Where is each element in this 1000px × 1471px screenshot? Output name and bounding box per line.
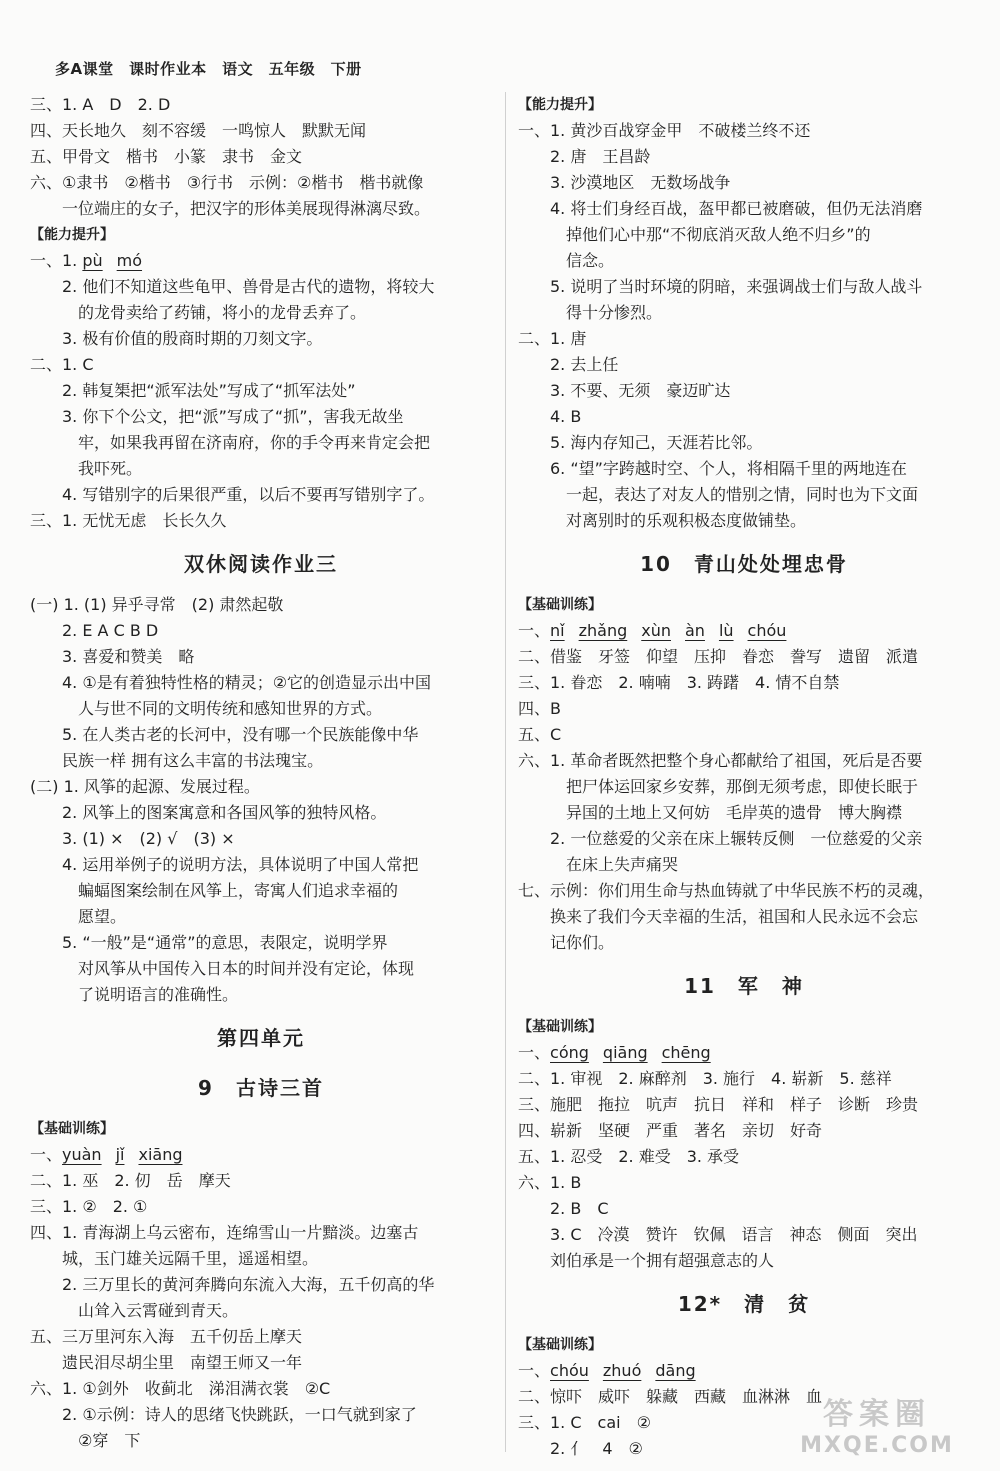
answer-line: 蝙蝠图案绘制在风筝上，寄寓人们追求幸福的	[30, 881, 399, 900]
answer-line: 2. B C	[518, 1199, 609, 1218]
answer-line: 3. 沙漠地区 无数场战争	[518, 173, 731, 192]
answer-number: 一、	[518, 1361, 551, 1380]
answer-line: 二、1. 审视 2. 麻醉剂 3. 施行 4. 崭新 5. 慈祥	[518, 1069, 892, 1088]
answer-line: 三、施肥 拖拉 吭声 抗日 祥和 样子 诊断 珍贵	[518, 1095, 919, 1114]
answer-line: 5. 在人类古老的长河中，没有哪一个民族能像中华	[30, 725, 419, 744]
answer-line: 一起，表达了对友人的惜别之情，同时也为下文面	[518, 485, 919, 504]
answer-line: 4. ①是有着独特性格的精灵；②它的创造显示出中国	[30, 673, 432, 692]
answer-line: 七、示例：你们用生命与热血铸就了中华民族不朽的灵魂，	[518, 881, 935, 900]
section-label: 【基础训练】	[518, 1337, 602, 1353]
answer-line: 3. 喜爱和赞美 略	[30, 647, 195, 666]
answer-line: 三、1. C cai ②	[518, 1413, 651, 1432]
pinyin-answer: xùn	[641, 621, 671, 640]
answer-line: 四、1. 青海湖上乌云密布，连绵雪山一片黯淡。边塞古	[30, 1223, 419, 1242]
answer-line: 了说明语言的准确性。	[30, 985, 239, 1004]
pinyin-answer: dāng	[655, 1361, 696, 1380]
answer-line: 掉他们心中那“不彻底消灭敌人绝不归乡”的	[518, 225, 871, 244]
answer-line: 5. 说明了当时环境的阴暗，来强调战士们与敌人战斗	[518, 277, 923, 296]
answer-line: 2. 去上任	[518, 355, 619, 374]
answer-line: 2. ①示例：诗人的思绪飞快跳跃，一口气就到家了	[30, 1405, 417, 1424]
answer-line: 我吓死。	[30, 459, 143, 478]
pinyin-answer-line	[518, 1040, 970, 1066]
answer-line: 4. 将士们身经百战，盔甲都已被磨破，但仍无法消磨	[518, 199, 923, 218]
pinyin-answer: chēng	[661, 1043, 711, 1062]
answer-line: 刘伯承是一个拥有超强意志的人	[518, 1251, 775, 1270]
pinyin-answer-line	[518, 618, 970, 644]
section-label: 【基础训练】	[518, 597, 602, 613]
answer-line: 3. (1) × (2) √ (3) ×	[30, 829, 235, 848]
answer-line: 换来了我们今天幸福的生活，祖国和人民永远不会忘	[518, 907, 919, 926]
pinyin-answer: àn	[685, 621, 705, 640]
answer-line: (一) 1. (1) 异乎寻常 (2) 肃然起敬	[30, 595, 284, 614]
answer-line: 五、三万里河东入海 五千仞岳上摩天	[30, 1327, 303, 1346]
column-divider	[505, 92, 506, 1452]
section-label: 【基础训练】	[518, 1019, 602, 1035]
answer-line: 3. 不要、无须 豪迈旷达	[518, 381, 731, 400]
answer-line: 记你们。	[518, 933, 615, 952]
lesson-title: 第四单元	[217, 1026, 305, 1050]
answer-line: 遗民泪尽胡尘里 南望王师又一年	[30, 1353, 303, 1372]
lesson-title: 11 军 神	[684, 974, 804, 998]
lesson-title: 12* 清 贫	[677, 1292, 811, 1316]
answer-line: 一位端庄的女子，把汉字的形体美展现得淋漓尽致。	[30, 199, 431, 218]
answer-line: 对风筝从中国传入日本的时间并没有定论，体现	[30, 959, 415, 978]
answer-line: 2. 韩复榘把“派军法处”写成了“抓军法处”	[30, 381, 356, 400]
answer-line: 3. C 冷漠 赞许 钦佩 语言 神态 侧面 突出	[518, 1225, 918, 1244]
answer-line: 二、1. 唐	[518, 329, 587, 348]
pinyin-answer: chóu	[747, 621, 787, 640]
pinyin-answer-line	[518, 1358, 970, 1384]
page-header: 多A课堂 课时作业本 语文 五年级 下册	[55, 60, 362, 78]
pinyin-answer: pù	[82, 251, 103, 270]
pinyin-answer: zhǎng	[578, 621, 628, 640]
answer-line: 2. 三万里长的黄河奔腾向东流入大海，五千仞高的华	[30, 1275, 435, 1294]
answer-line: 信念。	[518, 251, 615, 270]
answer-line: 民族一样 拥有这么丰富的书法瑰宝。	[30, 751, 324, 770]
answer-line: 3. 你下个公文，把“派”写成了“抓”，害我无故坐	[30, 407, 404, 426]
answer-line: 牢，如果我再留在济南府，你的手令再来肯定会把	[30, 433, 431, 452]
answer-line: 对离别时的乐观积极态度做铺垫。	[518, 511, 807, 530]
lesson-title: 9 古诗三首	[198, 1076, 324, 1100]
answer-line: 六、1. B	[518, 1173, 582, 1192]
answer-line: 三、1. 无忧无虑 长长久久	[30, 511, 227, 530]
answer-line: 三、1. A D 2. D	[30, 95, 171, 114]
answer-line: 愿望。	[30, 907, 127, 926]
answer-line: 把尸体运回家乡安葬，那倒无须考虑，即使长眠于	[518, 777, 919, 796]
pinyin-answer: mó	[116, 251, 143, 270]
answer-line: 在床上失声痛哭	[518, 855, 679, 874]
lesson-title: 10 青山处处埋忠骨	[640, 552, 848, 576]
answer-line: 得十分惨烈。	[518, 303, 663, 322]
pinyin-answer: zhuó	[602, 1361, 642, 1380]
pinyin-answer-line	[30, 1142, 492, 1168]
answer-line: 2. 亻 4 ②	[518, 1439, 643, 1458]
answer-line: 2. 他们不知道这些龟甲、兽骨是古代的遗物，将较大	[30, 277, 435, 296]
answer-line: 4. 运用举例子的说明方法，具体说明了中国人常把	[30, 855, 419, 874]
answer-line: 六、①隶书 ②楷书 ③行书 示例：②楷书 楷书就像	[30, 173, 424, 192]
answer-line: 四、B	[518, 699, 561, 718]
pinyin-answer: qiāng	[602, 1043, 648, 1062]
answer-line: 2. 风筝上的图案寓意和各国风筝的独特风格。	[30, 803, 387, 822]
left-column	[30, 92, 492, 1454]
answer-line: 三、1. ② 2. ①	[30, 1197, 148, 1216]
pinyin-answer-line	[30, 248, 492, 274]
answer-line: 二、1. C	[30, 355, 94, 374]
answer-line: 二、借鉴 牙签 仰望 压抑 眷恋 誊写 遗留 派遣	[518, 647, 919, 666]
answer-line: 4. 写错别字的后果很严重，以后不要再写错别字了。	[30, 485, 435, 504]
answer-line: 五、1. 忍受 2. 难受 3. 承受	[518, 1147, 740, 1166]
answer-line: 人与世不同的文明传统和感知世界的方式。	[30, 699, 383, 718]
answer-number: 一、	[30, 1145, 63, 1164]
answer-number: 一、1.	[30, 251, 83, 270]
pinyin-answer: xiāng	[138, 1145, 183, 1164]
answer-line: 六、1. ①剑外 收蓟北 涕泪满衣裳 ②C	[30, 1379, 331, 1398]
answer-line: 异国的土地上又何妨 毛岸英的遗骨 博大胸襟	[518, 803, 903, 822]
section-label: 【基础训练】	[30, 1121, 114, 1137]
lesson-title: 双休阅读作业三	[184, 552, 338, 576]
answer-line: 5. 海内存知己，天涯若比邻。	[518, 433, 763, 452]
pinyin-answer: chóu	[550, 1361, 589, 1380]
pinyin-answer: yuàn	[62, 1145, 102, 1164]
answer-line: 六、1. 革命者既然把整个身心都献给了祖国，死后是否要	[518, 751, 923, 770]
answer-line: 4. B	[518, 407, 582, 426]
answer-line: 3. 极有价值的殷商时期的刀刻文字。	[30, 329, 323, 348]
answer-line: 四、天长地久 刻不容缓 一鸣惊人 默默无闻	[30, 121, 367, 140]
answer-line: 二、1. 巫 2. 仞 岳 摩天	[30, 1171, 231, 1190]
answer-line: 三、1. 眷恋 2. 喃喃 3. 踌躇 4. 情不自禁	[518, 673, 840, 692]
section-label: 【能力提升】	[30, 227, 114, 243]
pinyin-answer: lù	[718, 621, 734, 640]
answer-line: 2. 一位慈爱的父亲在床上辗转反侧 一位慈爱的父亲	[518, 829, 923, 848]
pinyin-answer: nǐ	[550, 621, 565, 640]
answer-line: 五、C	[518, 725, 562, 744]
answer-line: 五、甲骨文 楷书 小篆 隶书 金文	[30, 147, 303, 166]
answer-line: ②穿 下	[30, 1431, 141, 1450]
section-label: 【能力提升】	[518, 97, 602, 113]
watermark-url: MXQE.COM	[800, 1433, 954, 1458]
watermark-logo	[782, 1397, 972, 1463]
answer-line: 2. 唐 王昌龄	[518, 147, 651, 166]
answer-line: 城，玉门雄关远隔千里，遥遥相望。	[30, 1249, 319, 1268]
answer-line: 的龙骨卖给了药铺，将小的龙骨丢弃了。	[30, 303, 367, 322]
answer-line: 一、1. 黄沙百战穿金甲 不破楼兰终不还	[518, 121, 811, 140]
answer-line: (二) 1. 风筝的起源、发展过程。	[30, 777, 260, 796]
answer-line: 5. “一般”是“通常”的意思，表限定，说明学界	[30, 933, 388, 952]
right-column	[518, 92, 970, 1462]
pinyin-answer: jǐ	[115, 1145, 125, 1164]
answer-line: 四、崭新 坚硬 严重 著名 亲切 好奇	[518, 1121, 823, 1140]
pinyin-answer: cóng	[550, 1043, 589, 1062]
answer-number: 一、	[518, 1043, 551, 1062]
answer-line: 2. E A C B D	[30, 621, 159, 640]
answer-number: 一、	[518, 621, 551, 640]
answer-line: 二、惊吓 威吓 躲藏 西藏 血淋淋 血	[518, 1387, 823, 1406]
answer-line: 6. “望”字跨越时空、个人，将相隔千里的两地连在	[518, 459, 907, 478]
answer-line: 山耸入云霄碰到青天。	[30, 1301, 239, 1320]
watermark-text: 答案圈	[823, 1397, 931, 1432]
